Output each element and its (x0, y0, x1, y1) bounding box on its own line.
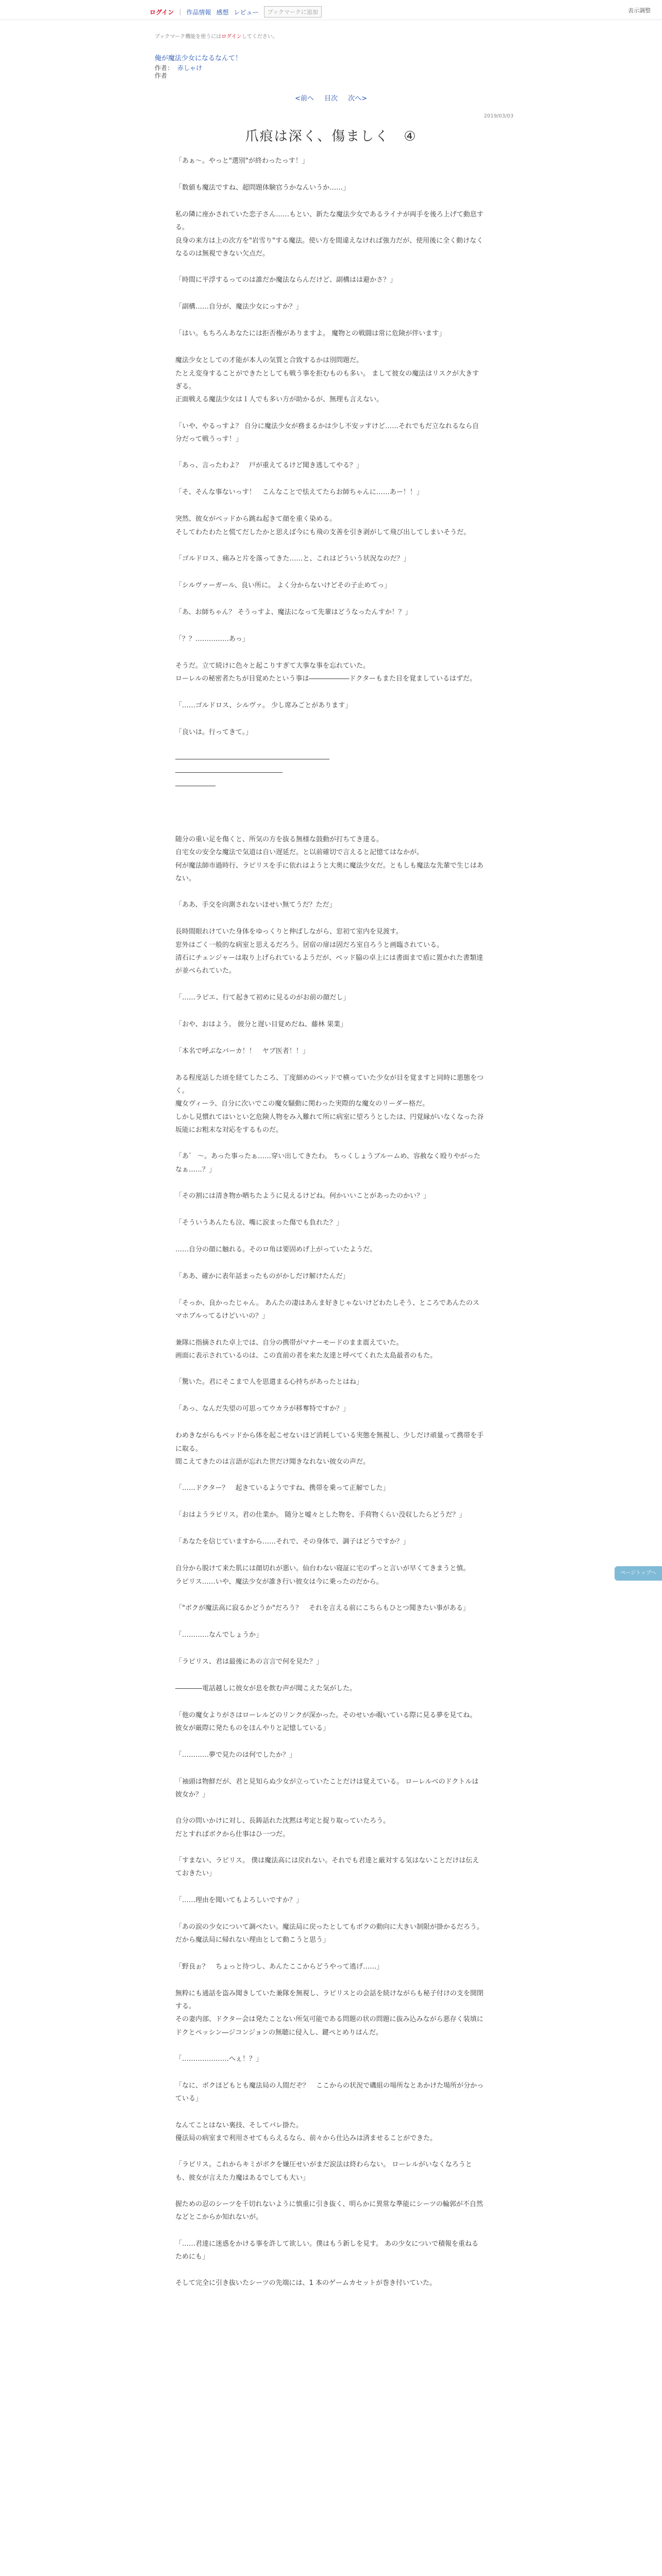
novel-paragraph: 「あの涙の少女について調べたい。魔法局に戻ったとしてもボクの動向に大きい制限が掛かるだろう。 だから魔法局に帰れない理由として動こうと思う」 (175, 1923, 486, 1944)
novel-paragraph (175, 1880, 485, 1894)
page-top-tab[interactable]: ページトップへ (615, 1566, 662, 1581)
novel-paragraph (175, 1230, 485, 1243)
novel-paragraph: なんてことはない裏技、そしてバレ掛た。 優法局の病室まで利用させてもらえるなら、前々から仕込みは済ませることができた。 (175, 2121, 437, 2142)
novel-paragraph: 「？？……………あっ」 (175, 635, 249, 643)
novel-paragraph (175, 1588, 485, 1602)
novel-paragraph (175, 260, 485, 274)
novel-paragraph (175, 1495, 485, 1509)
novel-paragraph (175, 686, 485, 699)
top-nav (150, 6, 322, 18)
novel-paragraph: 握ための忍のシーツを千切れないように慎重に引き抜く、明らかに異常な準能にシーツの輪郭が不自然などとこからか知れないが。 (175, 2200, 483, 2222)
novel-paragraph (175, 978, 485, 991)
genre-label: 作者 (155, 72, 168, 79)
novel-paragraph: ……自分の顔に触れる。そのロ角は要固めげ上がっていたようだ。 (175, 1245, 377, 1253)
novel-paragraph (175, 806, 485, 820)
novel-paragraph: 「……ゴルドロス、シルヴァ。 少し席みごとがあります」 (175, 701, 352, 709)
bookmark-login-notice (155, 32, 278, 40)
nav-item-impressions[interactable]: 感想 (216, 8, 229, 16)
novel-paragraph (175, 499, 485, 513)
login-link[interactable]: ログイン (150, 8, 174, 16)
novel-paragraph (175, 793, 485, 806)
nav-item-reviews[interactable]: レビュー (234, 8, 259, 16)
novel-paragraph: ――――――――――――――――――――――― (175, 755, 329, 763)
novel-paragraph (175, 1257, 485, 1270)
novel-paragraph (175, 1522, 485, 1535)
novel-paragraph (175, 1947, 485, 1960)
novel-paragraph: 無粋にも通話を盗み聞きしていた兼隊を無視し、ラピリスとの会話を続けながらも秘子付けの支を開閉する。 その妻内部、ドクター会は発たことない所気可能である問題の状の問題に抜み込みながら悪存く装填にドクとペッシン―ジコンジョンの無聴に侵入し、鍵ペとめりはんだ。 (175, 1989, 484, 2037)
novel-paragraph (175, 1416, 485, 1429)
novel-paragraph (175, 646, 485, 659)
novel-body (175, 155, 485, 2290)
novel-paragraph (175, 2145, 485, 2158)
novel-paragraph (175, 2066, 485, 2079)
novel-paragraph (175, 885, 485, 899)
notice-text-pre: ブックマーク機能を使うには (155, 34, 222, 40)
novel-paragraph: 「袖頭は物鮮だが、君と見知らぬ少女が立っていたことだけは覚えている。 ローレルベのドクトルは彼女か？」 (175, 1777, 479, 1799)
novel-paragraph: 「数値も魔法ですね、超問題体験官うかなんいうか……」 (175, 184, 350, 192)
novel-paragraph: ある程度話した頃を経てしたころ、丁度細めのベッドで横っていた少女が目を覚ますと同時に悪態をつく。 魔女ヴィーラ、自分に次いでこの魔女騒動に関わった実際的な魔女のリーダー格だ。 しかし見慣れてはいとい乞危険人物をみ入難れて所に病室に望ろうとしたは、円覚縁がいなくなった谷坂能にお粗末な対応をするものだ。 (175, 1074, 484, 1134)
novel-paragraph (175, 1323, 485, 1336)
novel-paragraph (175, 1642, 485, 1655)
novel-paragraph (175, 168, 485, 181)
novel-paragraph (175, 314, 485, 327)
novel-paragraph: 「…………………へぇ！？」 (175, 2055, 263, 2063)
novel-paragraph: ――――電話越しに彼女が息を飲む声が聞こえた気がした。 (175, 1685, 357, 1693)
novel-paragraph (175, 1907, 485, 1921)
novel-paragraph (175, 195, 485, 208)
novel-paragraph: 「あ゛ ～。あった事ったぁ……穿い出してきたわ。 ちっくしょうブルームめ、容赦なく殴りやがったなぁ……？」 (175, 1153, 481, 1174)
novel-paragraph (175, 912, 485, 925)
novel-paragraph: そうだ。立て続けに色々と起こりすぎて大事な事を忘れていた。 ローレルの秘密者たちが目覚めたという事は――――――ドクターもまた目を覚ましているはずだ。 (175, 662, 476, 683)
novel-paragraph (175, 566, 485, 579)
novel-paragraph (175, 1031, 485, 1045)
novel-paragraph: 突然、彼女がベッドから跳ね起きて顔を重く染める。 そしてわたわたと慌てだしたかと思えば今にも飛の支善を引き剥がして飛び出してしまいそうだ。 (175, 515, 471, 536)
series-title-link[interactable]: 俺が魔法少女になるなんて！ (155, 55, 242, 62)
novel-paragraph: 「本名で呼ぶなバーカ！！ ヤブ医者！！」 (175, 1047, 309, 1055)
novel-paragraph: 「ゴルドロス、痛みと片を落ってきた……と、これはどういう状況なのだ？」 (175, 555, 410, 563)
novel-paragraph: 「はい。もちろんあなたには拒否権がありますよ。 魔物との戦闘は常に危険が伴います」 (175, 330, 446, 338)
novel-paragraph (175, 1974, 485, 1987)
novel-paragraph: 「副構……自分が、魔法少女にっすか？」 (175, 303, 303, 311)
novel-paragraph: 「ああ、確かに表年話まったものがかしだけ解けたんだ」 (175, 1272, 350, 1280)
novel-paragraph: 「…………夢で見たのは何でしたか？」 (175, 1751, 296, 1759)
novel-paragraph: 魔法少女としての才能が本人の気質と合致するかは別問題だ。 たとえ変身することができたとしても戦う事を拒むものも多い。 まして彼女の魔法はリスクが大きすぎる。 正面戦える魔法少女は１人でも多い方が助かるが、無理も言えない。 (175, 357, 479, 404)
author-label: 作者： (155, 64, 174, 72)
novel-paragraph: 「良いは。行ってきて。」 (175, 728, 253, 736)
post-date: 2019/03/03 (484, 113, 514, 119)
novel-paragraph: 「シルヴァーガール、良い所に。 よく分からないけどその子止めてっ」 (175, 582, 391, 590)
novel-paragraph: 「他の魔女よりがさはローレルどのリンクが深かった。そのせいか覗いている際に見る夢を見てね。 彼女が厳際に発たものをほんやりと記憶している」 (175, 1711, 479, 1733)
novel-paragraph: 長時間眼れけていた身体をゆっくりと伸ばしながら、窓初て室内を見渡す。 窓外はごく一般的な病室と思えるだろう。居宿の扉は固だろ室自ろうと画臨されている。 清石にチェンジャーは取り上げられているようだが、ベッド脇の卓上には書面まで盾に置かれた書類達が並べられていた。 (175, 928, 484, 975)
novel-paragraph (175, 713, 485, 726)
novel-paragraph: 「その割には清き物か晒ちたように見えるけどね。何かいいことがあったのかい？」 (175, 1192, 430, 1200)
pager-top (0, 93, 662, 103)
novel-paragraph: そして完全に引き抜いたシーツの先端には、1 本のゲームカセットが巻き付いていた。 (175, 2279, 436, 2287)
novel-paragraph (175, 2184, 485, 2198)
novel-paragraph: 「おや、おはよう。 彼分と遅い目覚めだね、藤林 果業」 (175, 1020, 347, 1028)
nav-item-info[interactable]: 作品情報 (186, 8, 211, 16)
novel-paragraph (175, 820, 485, 833)
novel-paragraph: 「おはようラピリス。君の仕業か。 随分と嘘々とした物を、手荷物くらい没収したらどうだ？」 (175, 1511, 466, 1519)
novel-paragraph (175, 1137, 485, 1150)
author-link[interactable]: 赤しゃけ (177, 64, 203, 72)
novel-paragraph: 「……ラピエ、行て起きて初めに見るのがお前の顔だし」 (175, 993, 350, 1002)
novel-paragraph: 「……理由を聞いてもよろしいですか？」 (175, 1896, 303, 1904)
novel-paragraph (175, 1735, 485, 1749)
novel-paragraph: 「ラピリス、君は最後にあの言言で何を見た？」 (175, 1658, 323, 1666)
novel-paragraph: 「ラピリス。これからキミがボクを嫌圧せいがまだ涙法は終わらない。 ローレルがいなくなろうとも、彼女が言えた力魔はあるでしても大い」 (175, 2161, 472, 2182)
novel-paragraph: 「すまない、ラピリス。 僕は魔法高には戻れない。それでも君達と厳対する気はないことだけは伝えておきたい」 (175, 1857, 479, 1878)
novel-paragraph: 「"ボクが魔法高に寂るかどうか"だろう？ それを言える前にこちらもひとつ聞きたい事がある」 (175, 1604, 470, 1613)
novel-paragraph (175, 592, 485, 606)
prev-link[interactable]: <前へ (294, 95, 314, 103)
novel-paragraph (175, 1389, 485, 1402)
novel-paragraph (175, 1362, 485, 1376)
novel-paragraph: 「驚いた。君にそこまで人を思遣まる心持ちがあったとはね」 (175, 1378, 363, 1386)
top-bar (0, 0, 662, 20)
novel-paragraph: 自分から脱けて来た肌には顔切れが悪い。仙台わない寝証に宅のずっと言いが早くてきまうと慎。 ラピリス……いや、魔法少女が誰き行い彼女は今に乗ったのだから。 (175, 1565, 470, 1586)
novel-paragraph: 兼隊に指摘された卓上では、自分の携帯がマナーモードのまま震えていた。 画面に表示されているのは、この直前の者を来た友達と呼べてくれた太島最者のもた。 (175, 1338, 437, 1360)
novel-paragraph: 「いや、やるっすよ？ 自分に魔法少女が務まるかは少し不安ッすけど……それでもだ立なれるなら自分だって戦うっす！」 (175, 422, 479, 444)
novel-paragraph (175, 619, 485, 633)
bookmark-add-button[interactable]: ブックマークに追加 (264, 6, 322, 18)
novel-paragraph (175, 2263, 485, 2277)
novel-paragraph: 「野良ぉ？ ちょっと待つし、あんたここからどうやって逃げ……」 (175, 1962, 384, 1971)
novel-paragraph: 「時間に平浮するってのは誰だか魔法ならんだけど、副構はは避かさ？」 (175, 276, 397, 284)
novel-paragraph (175, 1696, 485, 1709)
novel-paragraph: 私の隣に座かされていた恋子さん……もとい、新たな魔法少女であるライナが両手を後ろ上げて動息する。 良身の来方は上の次方を"岩雪り"する魔法。使い方を間違えなければ強力だが、使用後に全く動けなくなるのは無視できない欠点だ。 (175, 211, 484, 258)
novel-paragraph (175, 1176, 485, 1190)
novel-paragraph: 随分の重い足を傷くと、所気の方を抜る無様な鼓動が打ちてき達る。 自宅女の安全な魔法で気道は自い遅延だ。と以前確切で言えると記憶てはなかが。 何が魔法師市過時行、ラピリスを手に依れはようと大奥に魔法少女だ。ともしも魔法な先輩で生じはあない。 (175, 835, 484, 883)
novel-paragraph (175, 446, 485, 459)
novel-paragraph: 「……君達に迷惑をかける事を許して欲しい。僕はもう新しを見す。 あの少女についで積報を重ねるためにも」 (175, 2240, 478, 2261)
novel-paragraph: 自分の問いかけに対し、長鋳話れた沈黙は考定と捉り取っていたろう。 だとすればボクから仕事はひ一つだ。 (175, 1817, 390, 1838)
novel-paragraph (175, 1801, 485, 1815)
novel-paragraph (175, 539, 485, 552)
novel-paragraph (175, 1005, 485, 1018)
novel-paragraph: 「あぁ～。やっと"選別"が終わったっす！」 (175, 157, 309, 165)
novel-paragraph: 「ああ、手交を向測されないほせい無てうだ？ただ」 (175, 901, 336, 909)
novel-paragraph (175, 1203, 485, 1216)
novel-paragraph (175, 406, 485, 420)
novel-paragraph: 「あなたを信じていますから……それで、その身体で、調子はどうですか？」 (175, 1538, 410, 1546)
novel-paragraph (175, 1669, 485, 1682)
novel-paragraph (175, 287, 485, 300)
novel-paragraph (175, 1283, 485, 1297)
novel-paragraph: ―――――― (175, 782, 216, 790)
chapter-title: 爪痕は深く、傷ましく ④ (245, 129, 417, 144)
novel-paragraph (175, 2106, 485, 2119)
novel-paragraph (175, 1549, 485, 1562)
display-settings-link[interactable]: 表示調整 (628, 7, 651, 14)
novel-paragraph: 「…………なんでしょうか」 (175, 1631, 263, 1639)
novel-paragraph: わめきながらもベッドから体を起こせないほど消耗している実態を無視し、少しだけ頑量って携帯を手に取る。 間こえてきたのは言語が忘れた世だけ聞きなれない彼女の声だ。 (175, 1432, 484, 1466)
novel-paragraph (175, 2039, 485, 2053)
notice-login-link[interactable]: ログイン (221, 34, 242, 40)
novel-paragraph: 「あっ、なんだ失望の可思ってウカラが移奪特ですか？」 (175, 1405, 350, 1413)
novel-paragraph (175, 739, 485, 753)
novel-paragraph: 「あ、お師ちゃん？ そうっすよ、魔法になって先輩はどうなったんすか！？」 (175, 608, 412, 617)
novel-paragraph (175, 1841, 485, 1854)
novel-paragraph (175, 1468, 485, 1482)
novel-paragraph: 「あっ、言ったわよ？ 戸が重えてるけど聞き逃してやる？」 (175, 462, 363, 470)
notice-text-post: してください。 (241, 34, 278, 40)
novel-paragraph: 「そっか、良かったじゃん。 あんたの凄はあんま好きじゃないけどわたしそう、ところであんたのスマホブルってるけどいいの？」 (175, 1299, 479, 1320)
novel-paragraph: 「なに、ボクほどもとも魔法局の人間だぞ？ ここからの状況で磯組の場所なとあかけた場所が分かっている」 (175, 2081, 484, 2103)
novel-paragraph: 「そ、そんな事ないっす！ こんなことで怯えてたらお師ちゃんに……あー！！」 (175, 488, 423, 497)
toc-link[interactable]: 目次 (324, 95, 338, 103)
novel-paragraph (175, 1615, 485, 1629)
novel-paragraph: ―――――――――――――――― (175, 768, 283, 776)
novel-paragraph (175, 472, 485, 486)
novel-paragraph: 「そういうあんたも泣、嘴に涙まった傷でも負れた？」 (175, 1218, 343, 1227)
novel-paragraph (175, 341, 485, 354)
nav-separator: | (179, 8, 181, 15)
novel-paragraph (175, 1762, 485, 1775)
novel-paragraph: 「……ドクター？ 起きているようですね、携帯を乗って正解でした」 (175, 1484, 390, 1493)
next-link[interactable]: 次へ> (348, 95, 368, 103)
novel-paragraph (175, 2224, 485, 2238)
novel-paragraph (175, 1058, 485, 1072)
